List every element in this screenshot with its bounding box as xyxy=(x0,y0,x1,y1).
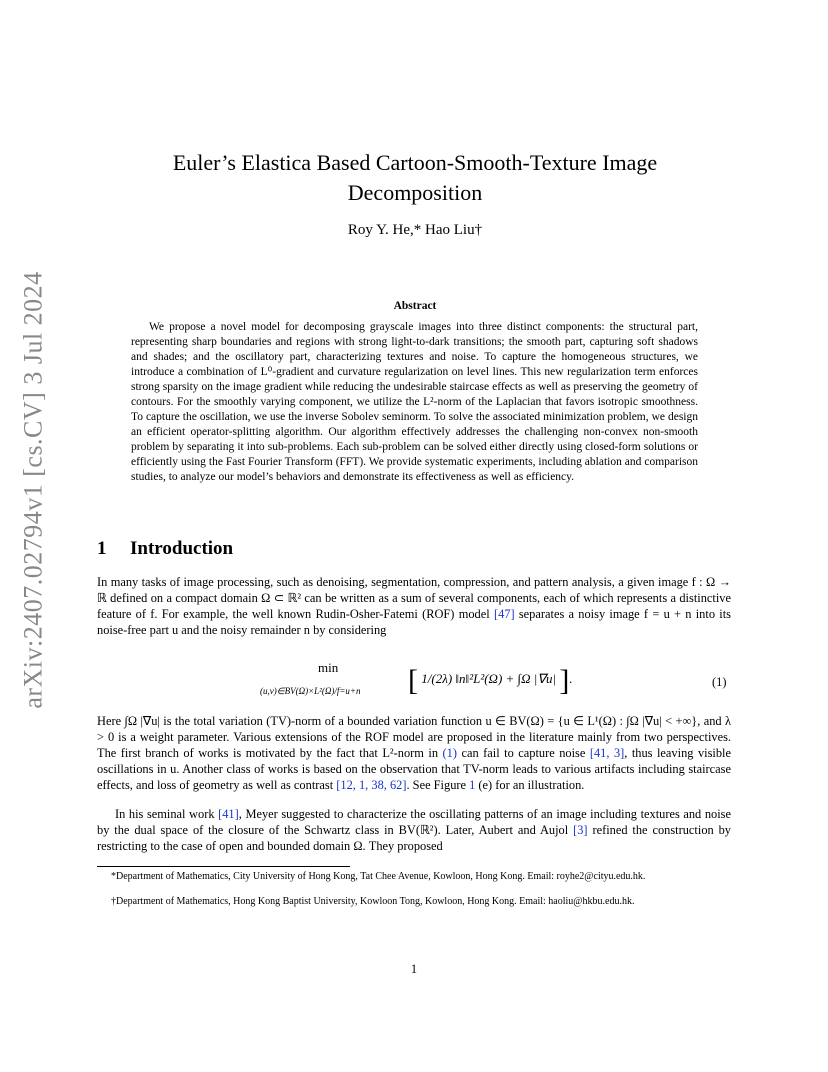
paper-title: Euler’s Elastica Based Cartoon-Smooth-Texture Image Decomposition xyxy=(172,150,658,205)
arxiv-identifier: arXiv:2407.02794v1 [cs.CV] 3 Jul 2024 xyxy=(19,271,49,709)
equation-1 xyxy=(260,660,580,704)
intro-paragraph-3 xyxy=(97,806,731,854)
footnote-rule xyxy=(97,866,350,867)
text-run: Here ∫Ω |∇u| is the total variation (TV)-norm of a bounded variation function u ∈ BV(Ω) = {u ∈ L¹(Ω) : ∫Ω |∇u| < +∞}, and λ > 0 is a weight parameter. Various extensions of the ROF model are proposed in the literature mainly from two perspectives. The first branch of works is motivated by the fact that L²-norm in xyxy=(97,714,731,760)
citation-link[interactable]: [41] xyxy=(218,807,239,821)
abstract-heading: Abstract xyxy=(393,300,437,312)
citation-link[interactable]: [3] xyxy=(573,823,588,837)
text-run: , thus leaving visible oscillations in u. Another class of works is based on the observation that TV-norm leads to various artifacts including staircase effects, and loss of geometry as well as contrast xyxy=(97,746,731,792)
intro-paragraph-1 xyxy=(97,574,731,638)
section-number: 1 xyxy=(97,538,107,559)
figure-reference-link[interactable]: 1 xyxy=(469,778,476,792)
text-run: . See Figure xyxy=(406,778,470,792)
equation-expression: 1/(2λ) ‖n‖²L²(Ω) + ∫Ω |∇u| xyxy=(421,671,557,686)
text-run: , Meyer suggested to characterize the oscillating patterns of an image including textures and noise by the dual space of the closure of the Schwartz class in BV(ℝ²). Later, Aubert and Aujol xyxy=(97,807,731,837)
paper-authors: Roy Y. He,* Hao Liu† xyxy=(347,222,483,238)
arxiv-sidebar xyxy=(6,220,62,760)
equation-number: (1) xyxy=(712,675,727,689)
footnote-2: †Department of Mathematics, Hong Kong Baptist University, Kowloon Tong, Kowloon, Hong Kong. Email: haoliu@hkbu.edu.hk. xyxy=(111,896,635,907)
abstract-body: We propose a novel model for decomposing grayscale images into three distinct components: the structural part, representing sharp boundaries and regions with strong light-to-dark transitions; the smooth part, capturing soft shadows and shades; and the oscillatory part, characterizing textures and noise. To capture the homogeneous structures, we introduce a combination of L⁰-gradient and curvature regularization on level lines. This new regularization term enforces strong sparsity on the image gradient while reducing the undesirable staircase effects as well as preserving the geometry of contours. For the smoothly varying component, we utilize the L²-norm of the Laplacian that favors isotropic smoothness. To capture the oscillation, we use the inverse Sobolev seminorm. To solve the associated minimization problem, we design an efficient operator-splitting algorithm. Our algorithm effectively addresses the challenging non-convex non-smooth problem by separating it into sub-problems. Each sub-problem can be solved either directly using closed-form solutions or efficiently using the Fast Fourier Transform (FFT). We provide systematic experiments, including ablation and comparison studies, to analyze our model’s behaviors and demonstrate its effectiveness as well as efficiency. xyxy=(131,321,698,483)
section-title: Introduction xyxy=(130,538,234,559)
citation-link[interactable]: [12, 1, 38, 62] xyxy=(336,778,407,792)
equation-right-bracket: ] xyxy=(559,664,570,697)
citation-link[interactable]: [47] xyxy=(493,607,515,621)
footnote-1: *Department of Mathematics, City University of Hong Kong, Tat Chee Avenue, Kowloon, Hong Kong. Email: royhe2@cityu.edu.hk. xyxy=(111,871,646,882)
citation-link[interactable]: [41, 3] xyxy=(589,746,625,760)
text-run: can fail to capture noise xyxy=(456,746,590,760)
equation-reference-link[interactable]: (1) xyxy=(442,746,457,760)
equation-trail: . xyxy=(569,671,573,686)
equation-subscript: (u,v)∈BV(Ω)×L²(Ω)/f=u+n xyxy=(260,686,361,696)
page-number: 1 xyxy=(410,962,418,976)
equation-left-bracket: [ xyxy=(408,664,418,697)
equation-body xyxy=(408,664,573,698)
text-run: refined the construction by restricting to the case of open and bounded domain Ω. They proposed xyxy=(97,823,731,853)
text-run: (e) for an illustration. xyxy=(475,778,585,792)
equation-min-operator: min xyxy=(318,660,339,675)
intro-paragraph-2 xyxy=(97,713,731,793)
text-run: In his seminal work xyxy=(115,807,219,821)
text-run: In many tasks of image processing, such as denoising, segmentation, compression, and pattern analysis, a given image f : Ω → ℝ defined on a compact domain Ω ⊂ ℝ² can be written as a sum of several components, each of which represents a distinctive feature of f. For example, the well known Rudin-Osher-Fatemi (ROF) model xyxy=(97,575,731,621)
text-run: separates a noisy image f = u + n into its noise-free part u and the noisy remainder n by considering xyxy=(97,607,731,637)
